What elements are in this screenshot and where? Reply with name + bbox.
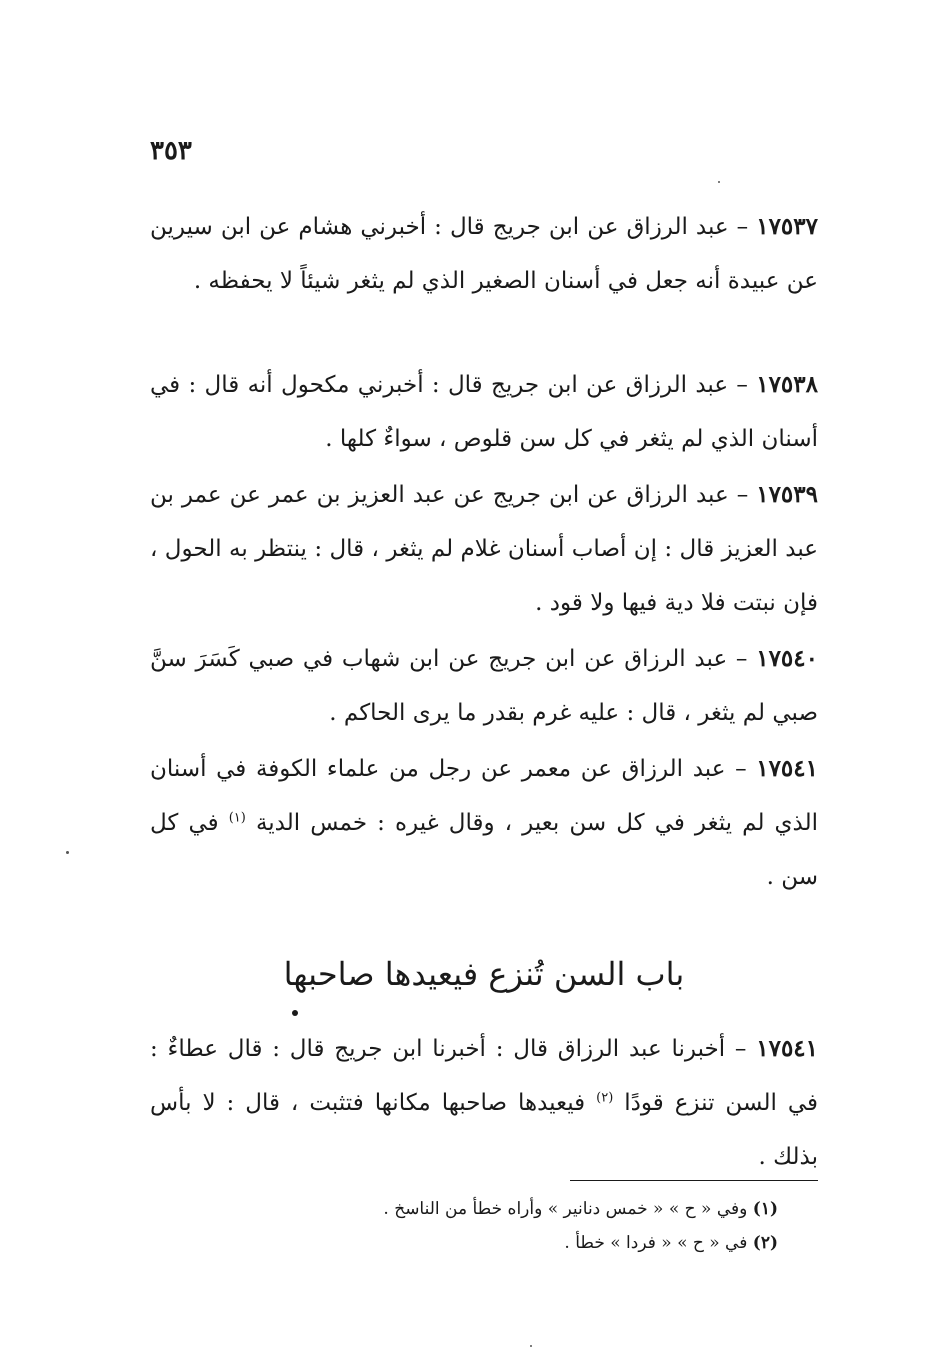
footnote-reference: (١) xyxy=(228,810,246,826)
entry-number: ١٧٥٣٧ xyxy=(756,213,818,240)
hadith-entry xyxy=(150,742,818,904)
entry-text: – عبد الرزاق عن ابن جريج قال : أخبرني هشام عن ابن سيرين عن عبيدة أنه جعل في أسنان الصغير الذي لم يثغر شيئاً لا يحفظه . xyxy=(150,214,818,294)
entry-text-continued: في كل سن . xyxy=(150,810,818,890)
heading-ornament-dot xyxy=(292,1010,298,1016)
chapter-heading: باب السن تُنزع فيعيدها صاحبها xyxy=(283,955,685,993)
entry-text: – عبد الرزاق عن معمر عن رجل من علماء الكوفة في أسنان الذي لم يثغر في كل سن بعير ، وقال غيره : خمس الدية xyxy=(150,756,819,836)
entry-number: ١٧٥٣٩ xyxy=(756,481,818,508)
entry-text: – أخبرنا عبد الرزاق قال : أخبرنا ابن جريج قال : قال عطاءٌ : في السن تنزع قودًا xyxy=(150,1036,818,1116)
hadith-entry xyxy=(150,358,818,466)
entry-number: ١٧٥٤٠ xyxy=(756,645,818,672)
entry-number: ١٧٥٣٨ xyxy=(756,371,818,398)
hadith-entry xyxy=(150,632,818,740)
footnote-mark: (٢) xyxy=(752,1233,778,1253)
footnote-1 xyxy=(300,1192,778,1226)
entry-text-continued: فيعيدها صاحبها مكانها فتثبت ، قال : لا بأس بذلك . xyxy=(150,1090,818,1170)
scan-speck xyxy=(530,1345,532,1347)
entry-text: – عبد الرزاق عن ابن جريج عن عبد العزيز بن عمر عن عمر بن عبد العزيز قال : إن أصاب أسنان غلام لم يثغر ، قال : ينتظر به الحول ، فإن نبتت فلا دية فيها ولا قود . xyxy=(150,482,818,616)
footnote-reference: (٢) xyxy=(596,1090,614,1106)
footnote-separator xyxy=(570,1180,818,1181)
footnote-mark: (١) xyxy=(752,1199,778,1219)
footnotes xyxy=(300,1192,778,1260)
hadith-entry xyxy=(150,1022,818,1184)
footnote-2 xyxy=(300,1226,778,1260)
footnote-text: وفي « ح » « خمس دنانير » وأراه خطأ من الناسخ . xyxy=(383,1199,748,1219)
hadith-entry xyxy=(150,468,818,630)
entry-number: ١٧٥٤١ xyxy=(756,1035,819,1062)
entry-text: – عبد الرزاق عن ابن جريج عن ابن شهاب في صبي كَسَرَ سنَّ صبي لم يثغر ، قال : عليه غرم بقدر ما يرى الحاكم . xyxy=(150,646,818,726)
page-number: ٣٥٣ xyxy=(150,136,192,166)
hadith-entry xyxy=(150,200,818,308)
entry-number: ١٧٥٤١ xyxy=(756,755,818,782)
footnote-text: في « ح » « فردا » خطأ . xyxy=(564,1233,748,1253)
scan-speck xyxy=(66,851,69,854)
entry-text: – عبد الرزاق عن ابن جريج قال : أخبرني مكحول أنه قال : في أسنان الذي لم يثغر في كل سن قلوص ، سواءٌ كلها . xyxy=(150,372,818,452)
scan-speck xyxy=(718,181,720,183)
